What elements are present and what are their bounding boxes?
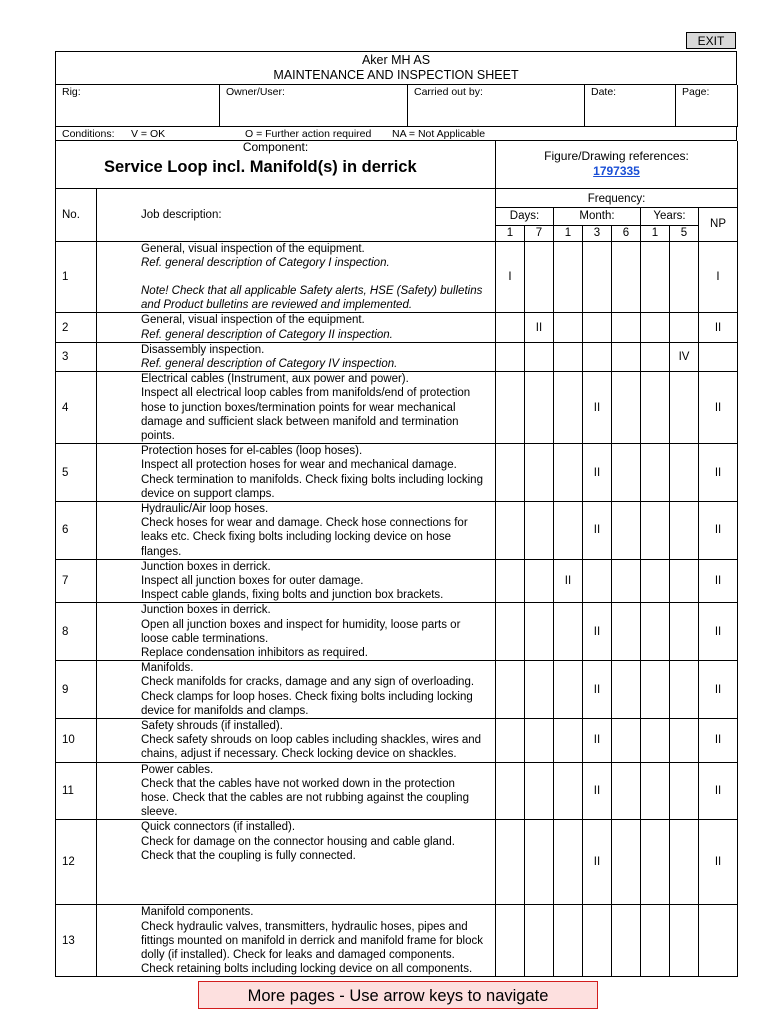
- company-name: Aker MH AS: [361, 53, 431, 67]
- job-description-line: Check termination to manifolds. Check fixing bolts including locking: [141, 473, 483, 486]
- frequency-mark: [525, 603, 554, 661]
- job-description-line: Junction boxes in derrick.: [141, 560, 271, 573]
- job-description: [97, 820, 496, 905]
- owner-field[interactable]: Owner/User:: [220, 85, 408, 126]
- frequency-mark: [554, 342, 583, 371]
- frequency-mark: [525, 719, 554, 763]
- table-row: [56, 719, 738, 763]
- job-description-line: [141, 270, 491, 284]
- frequency-mark: II: [583, 661, 612, 719]
- job-description: [97, 559, 496, 603]
- job-description-line: Inspect all junction boxes for outer damage.: [141, 574, 364, 587]
- frequency-mark: [554, 661, 583, 719]
- frequency-mark: [583, 559, 612, 603]
- frequency-subheader: 1: [641, 225, 670, 241]
- frequency-mark: [525, 241, 554, 313]
- job-description-line: Check that the coupling is fully connected.: [141, 849, 356, 862]
- job-description-line: hose to junction boxes/termination points for wear mechanical: [141, 401, 456, 414]
- np-mark: II: [699, 603, 738, 661]
- job-description-line: leaks etc. Check fixing bolts including locking device on hose: [141, 531, 452, 544]
- frequency-mark: [612, 661, 641, 719]
- np-mark: II: [699, 313, 738, 342]
- frequency-mark: [612, 501, 641, 559]
- job-description: [97, 603, 496, 661]
- np-mark: II: [699, 661, 738, 719]
- frequency-mark: [554, 719, 583, 763]
- frequency-mark: [496, 313, 525, 342]
- job-description-line: and Product bulletins are reviewed and implemented.: [141, 299, 413, 312]
- job-description-line: flanges.: [141, 545, 182, 558]
- table-row: [56, 603, 738, 661]
- frequency-mark: II: [525, 313, 554, 342]
- sheet-header: [55, 51, 737, 85]
- job-description-line: device for manifolds and clamps.: [141, 704, 309, 717]
- frequency-mark: [554, 501, 583, 559]
- table-row: [56, 905, 738, 977]
- row-number: 1: [56, 241, 97, 313]
- frequency-mark: [641, 719, 670, 763]
- np-mark: II: [699, 559, 738, 603]
- row-number: 13: [56, 905, 97, 977]
- frequency-mark: [670, 762, 699, 820]
- frequency-subheader: 7: [525, 225, 554, 241]
- job-description-line: sleeve.: [141, 806, 178, 819]
- frequency-mark: II: [583, 719, 612, 763]
- frequency-mark: [612, 559, 641, 603]
- np-mark: II: [699, 820, 738, 905]
- frequency-mark: [612, 719, 641, 763]
- job-description-line: points.: [141, 429, 175, 442]
- frequency-mark: [525, 559, 554, 603]
- np-mark: [699, 905, 738, 977]
- frequency-mark: [525, 501, 554, 559]
- job-description-line: Disassembly inspection.: [141, 343, 265, 356]
- frequency-mark: [612, 905, 641, 977]
- frequency-mark: [670, 905, 699, 977]
- job-description-line: Safety shrouds (if installed).: [141, 720, 283, 732]
- frequency-mark: [670, 661, 699, 719]
- frequency-mark: II: [554, 559, 583, 603]
- frequency-mark: [496, 444, 525, 502]
- frequency-mark: [670, 372, 699, 444]
- job-table: [55, 189, 738, 977]
- row-number: 6: [56, 501, 97, 559]
- job-description: [97, 372, 496, 444]
- job-description-line: Junction boxes in derrick.: [141, 604, 271, 617]
- frequency-mark: [612, 762, 641, 820]
- job-description-line: Check clamps for loop hoses. Check fixing bolts including locking: [141, 690, 473, 703]
- job-description-line: Inspect cable glands, fixing bolts and junction box brackets.: [141, 589, 444, 602]
- inspection-sheet: [55, 51, 737, 977]
- table-row: [56, 762, 738, 820]
- frequency-mark: [554, 444, 583, 502]
- job-description-header: Job description:: [97, 189, 496, 241]
- frequency-mark: II: [583, 444, 612, 502]
- job-description-line: Inspect all protection hoses for wear and mechanical damage.: [141, 459, 457, 472]
- no-header: No.: [56, 189, 97, 241]
- np-mark: II: [699, 444, 738, 502]
- job-description-line: fittings mounted on manifold in derrick and manifold frame for block: [141, 934, 483, 947]
- job-description: [97, 313, 496, 342]
- frequency-mark: [641, 661, 670, 719]
- frequency-header: Frequency:: [496, 189, 738, 207]
- job-description: [97, 661, 496, 719]
- frequency-mark: [641, 241, 670, 313]
- frequency-mark: [670, 313, 699, 342]
- frequency-mark: [641, 905, 670, 977]
- frequency-mark: [670, 603, 699, 661]
- exit-button[interactable]: EXIT: [686, 32, 736, 49]
- date-field[interactable]: Date:: [585, 85, 676, 126]
- table-row: [56, 559, 738, 603]
- job-description-line: General, visual inspection of the equipment.: [141, 242, 365, 255]
- row-number: 2: [56, 313, 97, 342]
- frequency-mark: II: [583, 501, 612, 559]
- row-number: 9: [56, 661, 97, 719]
- job-description-line: Check hoses for wear and damage. Check hose connections for: [141, 517, 468, 530]
- component-label: Component:: [242, 139, 309, 154]
- frequency-mark: [670, 444, 699, 502]
- frequency-mark: [612, 372, 641, 444]
- job-description-line: Quick connectors (if installed).: [141, 821, 296, 834]
- frequency-mark: [612, 603, 641, 661]
- frequency-subheader: 1: [554, 225, 583, 241]
- frequency-mark: [670, 501, 699, 559]
- frequency-subheader: 3: [583, 225, 612, 241]
- frequency-mark: [612, 820, 641, 905]
- job-description-line: Check for damage on the connector housing and cable gland.: [141, 835, 455, 848]
- frequency-mark: [583, 313, 612, 342]
- frequency-mark: [554, 372, 583, 444]
- frequency-mark: II: [583, 762, 612, 820]
- job-description-line: Inspect all electrical loop cables from manifolds/end of protection: [141, 387, 471, 400]
- job-description-line: Ref. general description of Category II inspection.: [141, 328, 393, 341]
- frequency-mark: [641, 444, 670, 502]
- page-field[interactable]: Page:: [676, 85, 738, 126]
- table-row: [56, 820, 738, 905]
- np-mark: II: [699, 719, 738, 763]
- row-number: 4: [56, 372, 97, 444]
- frequency-mark: [496, 719, 525, 763]
- row-number: 11: [56, 762, 97, 820]
- row-number: 10: [56, 719, 97, 763]
- frequency-mark: [554, 820, 583, 905]
- job-description-line: General, visual inspection of the equipment.: [141, 314, 365, 327]
- table-row: [56, 313, 738, 342]
- table-row: [56, 661, 738, 719]
- frequency-mark: [583, 342, 612, 371]
- frequency-mark: [496, 820, 525, 905]
- frequency-mark: [612, 444, 641, 502]
- frequency-mark: [525, 762, 554, 820]
- frequency-mark: [525, 372, 554, 444]
- np-mark: [699, 342, 738, 371]
- frequency-mark: II: [583, 603, 612, 661]
- component-table: [55, 141, 738, 190]
- frequency-mark: [670, 719, 699, 763]
- frequency-mark: [554, 905, 583, 977]
- row-number: 5: [56, 444, 97, 502]
- conditions-legend: Conditions: V = OK O = Further action required NA = Not Applicable: [55, 127, 737, 141]
- frequency-mark: [496, 559, 525, 603]
- job-description-line: Hydraulic/Air loop hoses.: [141, 502, 269, 515]
- days-header: Days:: [496, 207, 554, 225]
- frequency-mark: [496, 905, 525, 977]
- job-description-line: damage and sufficient slack between manifold and termination: [141, 415, 459, 428]
- frequency-mark: [554, 603, 583, 661]
- frequency-mark: [612, 342, 641, 371]
- np-header: NP: [699, 207, 738, 241]
- job-description: [97, 762, 496, 820]
- job-description-line: chains, adjust if necessary. Check locking device on shackles.: [141, 748, 457, 761]
- frequency-mark: [670, 820, 699, 905]
- row-number: 7: [56, 559, 97, 603]
- table-row: [56, 444, 738, 502]
- frequency-mark: [641, 603, 670, 661]
- job-description-line: Power cables.: [141, 763, 214, 776]
- frequency-mark: [641, 313, 670, 342]
- rig-field[interactable]: Rig:: [56, 85, 220, 126]
- row-number: 12: [56, 820, 97, 905]
- row-number: 3: [56, 342, 97, 371]
- frequency-mark: [612, 313, 641, 342]
- job-description-line: Check manifolds for cracks, damage and any sign of overloading.: [141, 676, 475, 689]
- table-row: [56, 501, 738, 559]
- np-mark: II: [699, 501, 738, 559]
- frequency-mark: I: [496, 241, 525, 313]
- job-description-line: Ref. general description of Category IV inspection.: [141, 357, 398, 370]
- np-mark: I: [699, 241, 738, 313]
- job-description-line: Check safety shrouds on loop cables including shackles, wires and: [141, 734, 482, 747]
- job-description-line: Note! Check that all applicable Safety alerts, HSE (Safety) bulletins: [141, 284, 483, 297]
- frequency-mark: [525, 444, 554, 502]
- frequency-mark: [554, 762, 583, 820]
- job-description-line: loose cable terminations.: [141, 632, 269, 645]
- job-description: [97, 501, 496, 559]
- frequency-mark: [525, 661, 554, 719]
- job-description-line: Replace condensation inhibitors as required.: [141, 646, 368, 659]
- job-description: [97, 241, 496, 313]
- frequency-mark: [496, 603, 525, 661]
- np-mark: II: [699, 372, 738, 444]
- job-description-line: Manifold components.: [141, 906, 254, 919]
- frequency-mark: [496, 501, 525, 559]
- frequency-mark: [496, 342, 525, 371]
- frequency-mark: [496, 372, 525, 444]
- frequency-mark: [641, 762, 670, 820]
- frequency-mark: [641, 501, 670, 559]
- frequency-mark: [525, 342, 554, 371]
- job-description-line: Electrical cables (Instrument, aux power and power).: [141, 373, 409, 386]
- job-description-line: Open all junction boxes and inspect for humidity, loose parts or: [141, 618, 461, 631]
- sheet-title: MAINTENANCE AND INSPECTION SHEET: [273, 68, 519, 82]
- frequency-subheader: 5: [670, 225, 699, 241]
- navigation-hint: More pages - Use arrow keys to navigate: [198, 981, 598, 1009]
- frequency-mark: II: [583, 820, 612, 905]
- month-header: Month:: [554, 207, 641, 225]
- job-description: [97, 342, 496, 371]
- info-table: [55, 85, 738, 127]
- figure-references-label: Figure/Drawing references:: [544, 148, 689, 163]
- table-row: [56, 372, 738, 444]
- job-description-line: Check that the cables have not worked down in the protection: [141, 777, 455, 790]
- frequency-mark: [554, 241, 583, 313]
- job-description-line: device on support clamps.: [141, 487, 275, 500]
- job-description-line: Check retaining bolts including locking device on all components.: [141, 963, 473, 976]
- frequency-mark: [612, 241, 641, 313]
- job-description-line: hose. Check that the cables are not rubbing against the coupling: [141, 792, 469, 805]
- job-description-line: Protection hoses for el-cables (loop hoses).: [141, 445, 363, 458]
- frequency-mark: [641, 559, 670, 603]
- frequency-mark: II: [583, 372, 612, 444]
- np-mark: II: [699, 762, 738, 820]
- job-description-line: dolly (if installed). Check for leaks and damaged components.: [141, 949, 455, 962]
- years-header: Years:: [641, 207, 699, 225]
- frequency-mark: [496, 762, 525, 820]
- frequency-mark: [670, 241, 699, 313]
- frequency-subheader: 6: [612, 225, 641, 241]
- frequency-mark: [525, 905, 554, 977]
- frequency-mark: [583, 905, 612, 977]
- frequency-mark: [641, 342, 670, 371]
- frequency-mark: [641, 820, 670, 905]
- frequency-mark: [670, 559, 699, 603]
- job-description-line: Check hydraulic valves, transmitters, hydraulic hoses, pipes and: [141, 920, 468, 933]
- frequency-mark: [554, 313, 583, 342]
- drawing-reference-link[interactable]: 1797335: [593, 163, 640, 178]
- job-description: [97, 444, 496, 502]
- job-description-line: Manifolds.: [141, 662, 194, 675]
- frequency-mark: IV: [670, 342, 699, 371]
- frequency-mark: [641, 372, 670, 444]
- job-description-line: Ref. general description of Category I inspection.: [141, 256, 390, 269]
- frequency-subheader: 1: [496, 225, 525, 241]
- job-description: [97, 719, 496, 763]
- frequency-mark: [583, 241, 612, 313]
- frequency-mark: [525, 820, 554, 905]
- row-number: 8: [56, 603, 97, 661]
- table-row: [56, 241, 738, 313]
- table-row: [56, 342, 738, 371]
- component-name: Service Loop incl. Manifold(s) in derrick: [104, 157, 417, 176]
- carried-out-by-field[interactable]: Carried out by:: [408, 85, 585, 126]
- frequency-mark: [496, 661, 525, 719]
- job-description: [97, 905, 496, 977]
